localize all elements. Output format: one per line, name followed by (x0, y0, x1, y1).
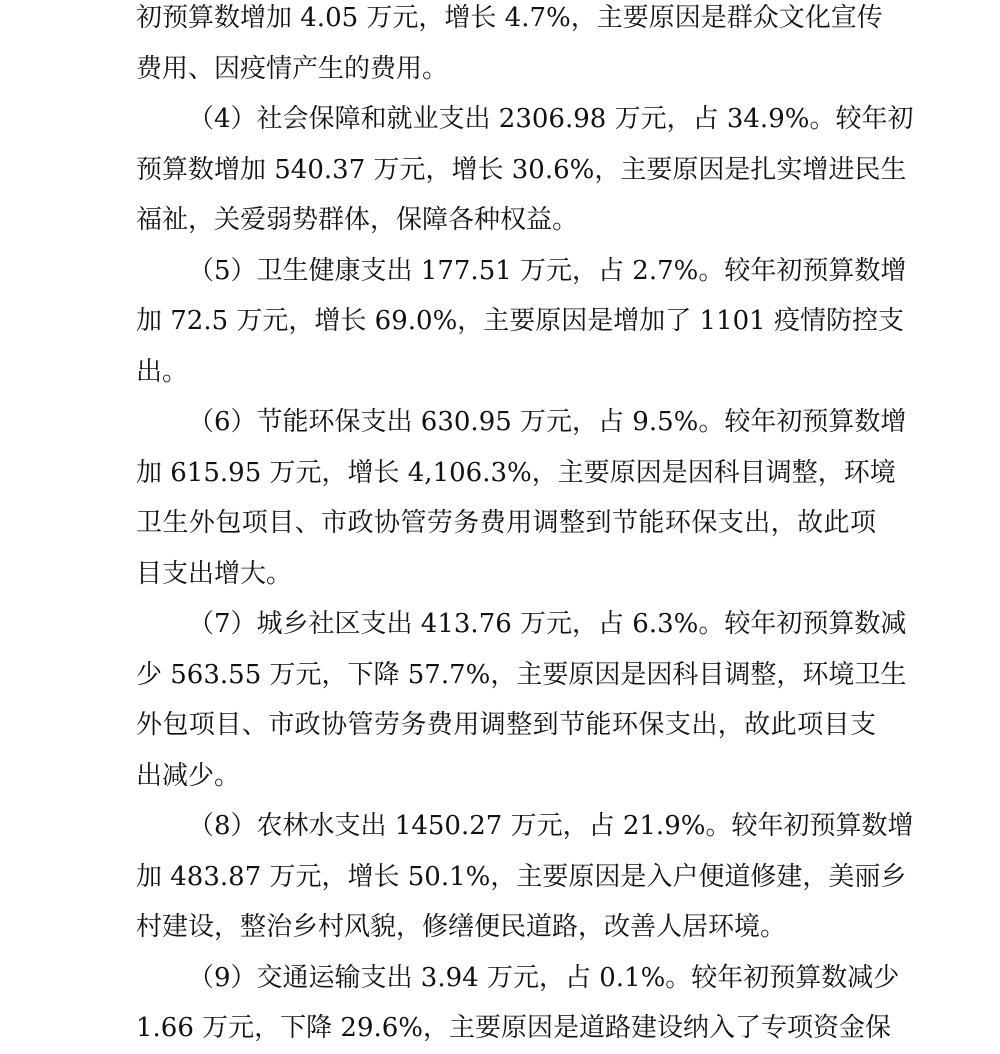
text-line-2: 费用、因疫情产生的费用。 (136, 53, 449, 84)
paragraph-7-line-4: 出减少。 (136, 760, 241, 791)
paragraph-5-line-3: 出。 (136, 356, 189, 387)
paragraph-6-line-2: 加 615.95 万元，增长 4,106.3%，主要原因是因科目调整，环境 (136, 457, 896, 488)
paragraph-7-line-3: 外包项目、市政协管劳务费用调整到节能环保支出，故此项目支 (136, 710, 876, 740)
paragraph-6-line-3: 卫生外包项目、市政协管劳务费用调整到节能环保支出，故此项 (136, 508, 876, 538)
text-line-1: 初预算数增加 4.05 万元，增长 4.7%，主要原因是群众文化宣传 (136, 3, 883, 33)
document-body (136, 0, 914, 1054)
paragraph-9-line-1: （9）交通运输支出 3.94 万元，占 0.1%。较年初预算数减少 (188, 962, 900, 993)
paragraph-7-line-1: （7）城乡社区支出 413.76 万元，占 6.3%。较年初预算数减 (188, 609, 907, 639)
paragraph-4-line-1: （4）社会保障和就业支出 2306.98 万元，占 34.9%。较年初 (188, 104, 914, 134)
paragraph-5-line-2: 加 72.5 万元，增长 69.0%，主要原因是增加了 1101 疫情防控支 (136, 306, 904, 336)
paragraph-5-line-1: （5）卫生健康支出 177.51 万元，占 2.7%。较年初预算数增 (188, 255, 907, 286)
paragraph-8-line-3: 村建设，整治乡村风貌，修缮便民道路，改善人居环境。 (136, 912, 787, 942)
paragraph-8-line-2: 加 483.87 万元，增长 50.1%，主要原因是入户便道修建，美丽乡 (136, 861, 907, 892)
paragraph-4-line-2: 预算数增加 540.37 万元，增长 30.6%，主要原因是扎实增进民生 (136, 154, 907, 185)
paragraph-6-line-1: （6）节能环保支出 630.95 万元，占 9.5%。较年初预算数增 (188, 407, 907, 437)
paragraph-9-line-2: 1.66 万元，下降 29.6%，主要原因是道路建设纳入了专项资金保 (136, 1013, 892, 1043)
paragraph-6-line-4: 目支出增大。 (136, 558, 293, 589)
paragraph-7-line-2: 少 563.55 万元，下降 57.7%，主要原因是因科目调整，环境卫生 (136, 659, 907, 690)
paragraph-4-line-3: 福祉，关爱弱势群体，保障各种权益。 (136, 205, 579, 235)
paragraph-8-line-1: （8）农林水支出 1450.27 万元，占 21.9%。较年初预算数增 (188, 811, 914, 841)
